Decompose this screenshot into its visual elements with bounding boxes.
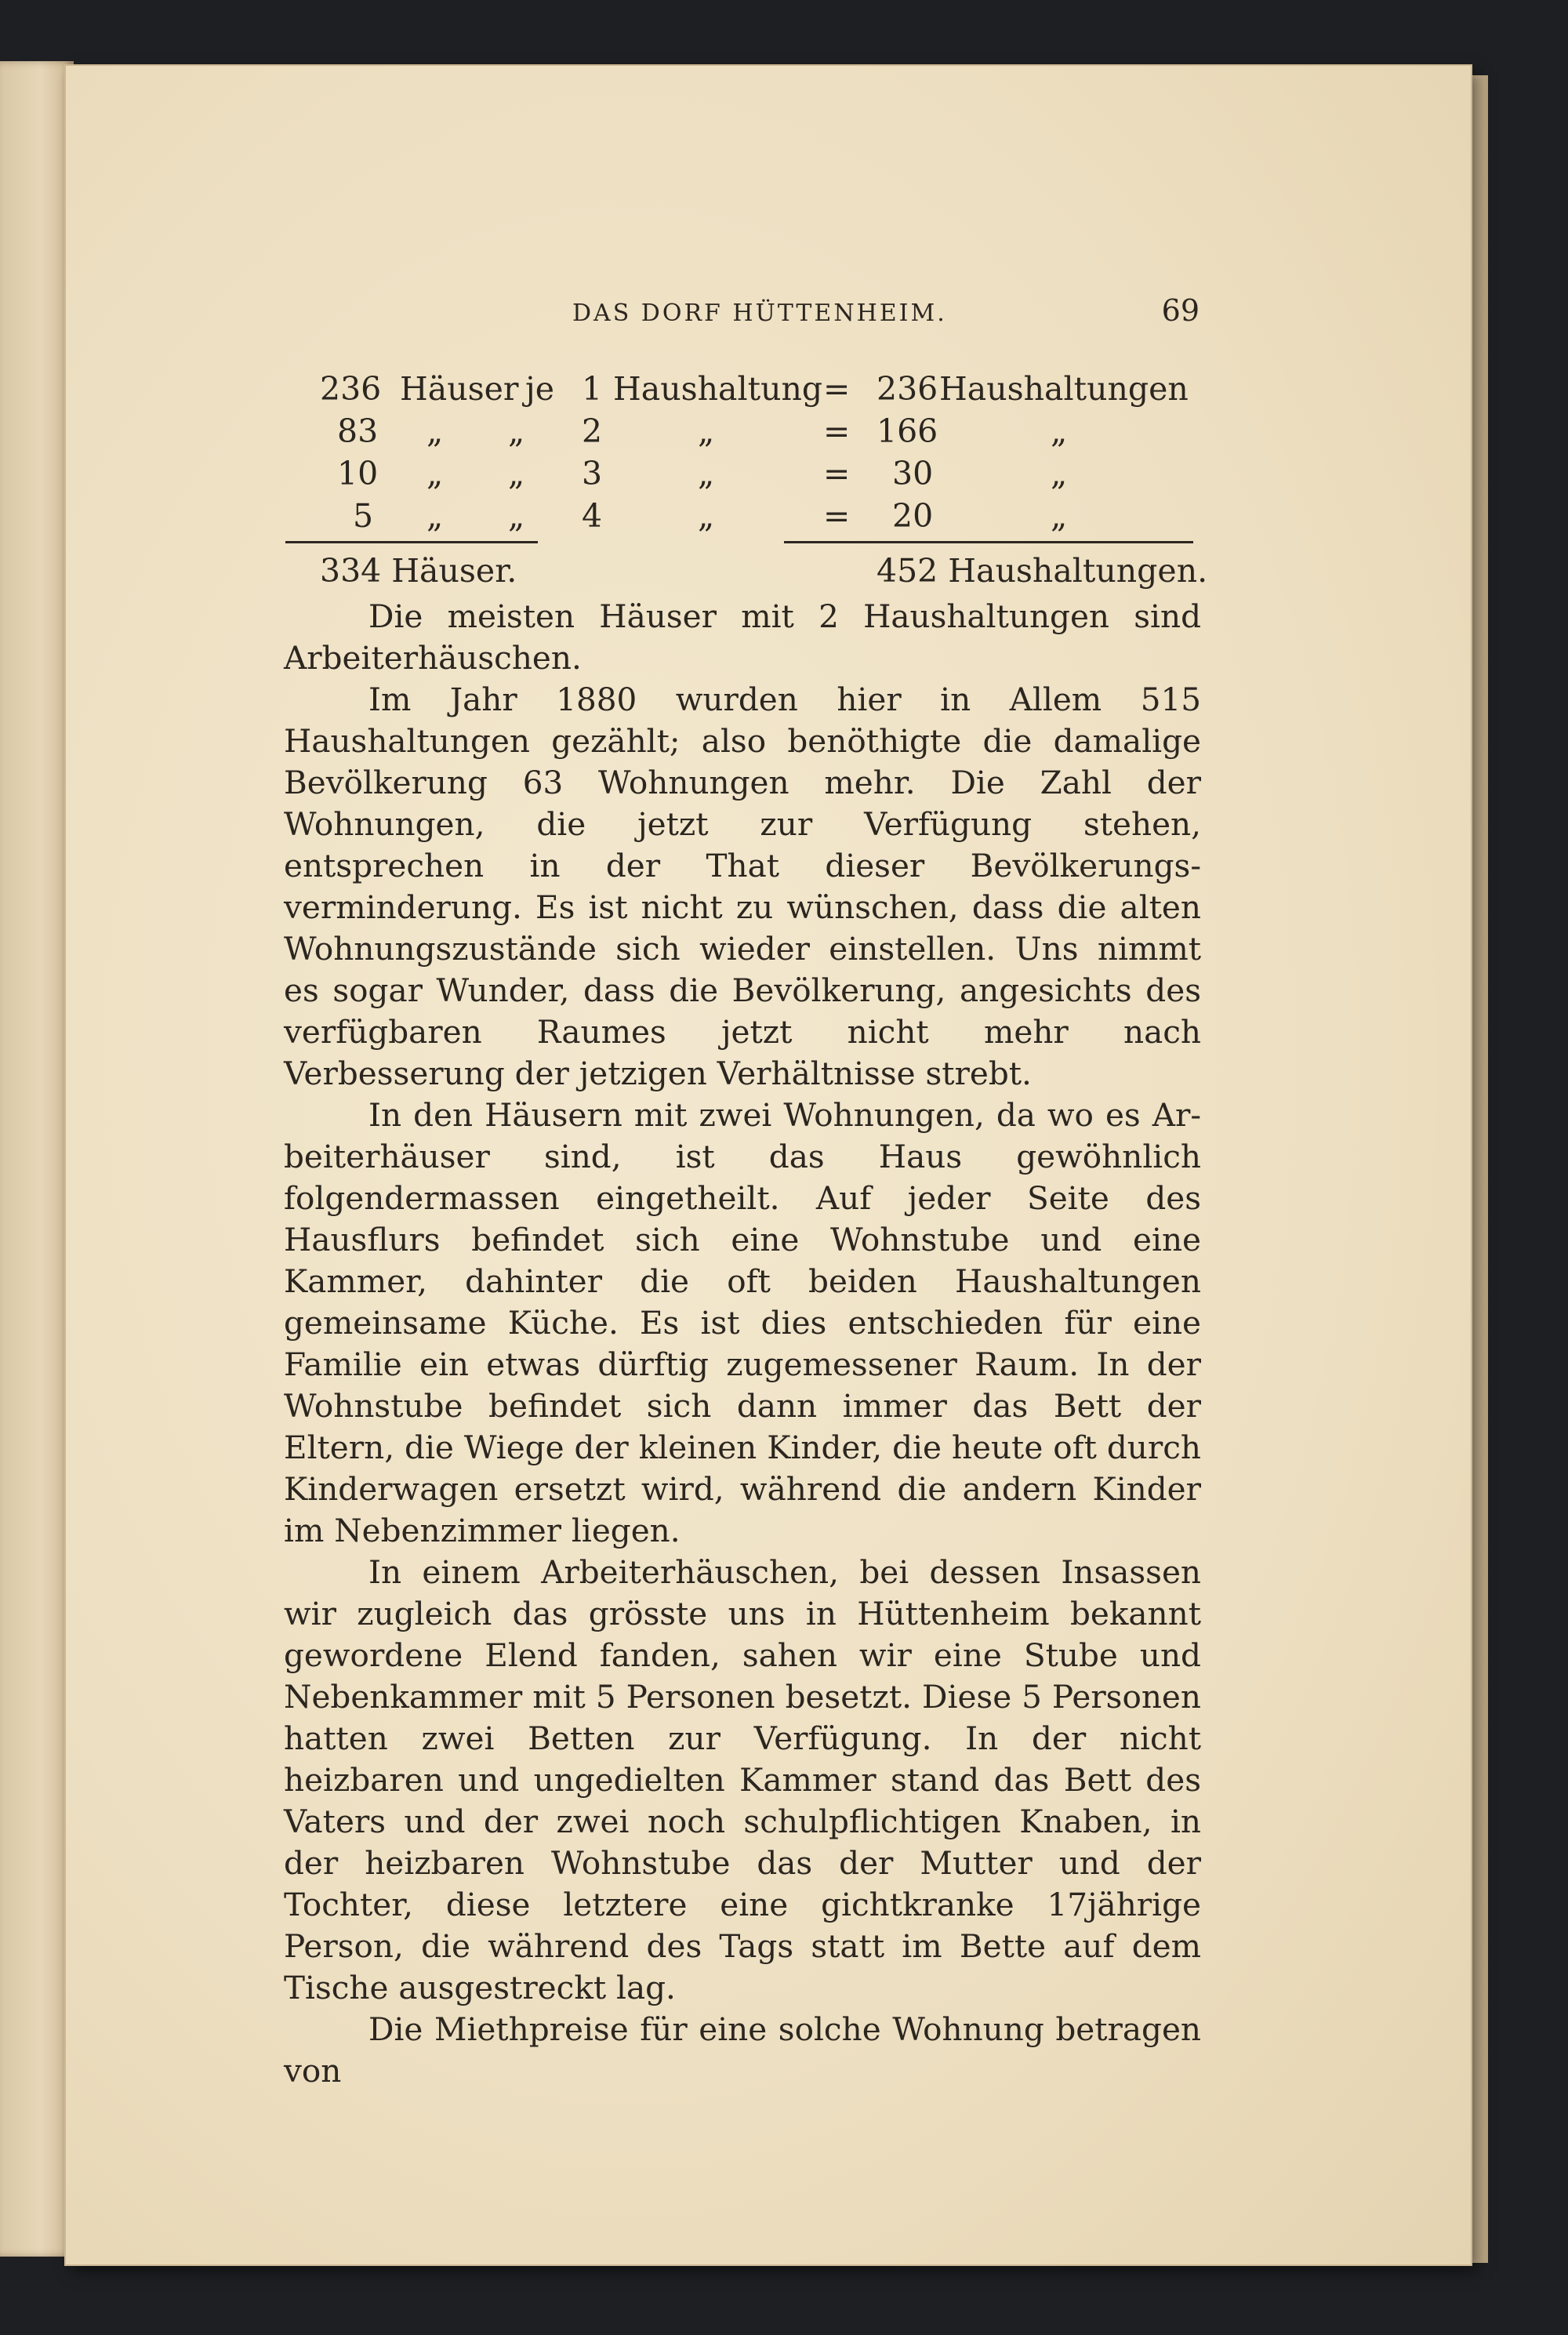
table-row-eq: = — [823, 370, 851, 408]
table-row-houses: 5 — [353, 497, 374, 535]
sum-households: 452 Haushaltungen. — [877, 552, 1208, 590]
sum-rule-right — [784, 541, 1193, 543]
table-row-per: 3 — [582, 455, 603, 492]
running-title: DAS DORF HÜTTENHEIM. — [572, 300, 947, 327]
table-row-eq: = — [823, 455, 851, 492]
paragraph: Die Miethpreise für eine solche Wohnung betragen von — [284, 2010, 1201, 2090]
table-row-per: 4 — [582, 497, 603, 535]
table-row-per: 1 — [582, 370, 603, 408]
table-row-total: 166 — [877, 412, 938, 450]
table-row-je: je — [525, 370, 554, 408]
table-row-total: 20 — [892, 497, 934, 535]
table-row-houses-label: Häuser — [400, 370, 519, 408]
sum-rule-left — [285, 541, 538, 543]
table-row-je: „ — [508, 412, 525, 450]
paragraph: Die meisten Häuser mit 2 Haushaltungen sind Arbeiterhäuschen. — [284, 597, 1201, 677]
page-stack-edge — [1471, 75, 1488, 2263]
table-row-houses: 83 — [337, 412, 379, 450]
table-row-total-label: „ — [1051, 497, 1068, 535]
table-row-total-label: „ — [1051, 412, 1068, 450]
facing-page-edge — [0, 61, 74, 2257]
table-row-houses-label: „ — [426, 455, 444, 492]
table-row-je: „ — [508, 497, 525, 535]
table-row-eq: = — [823, 497, 851, 535]
table-row-houses: 236 — [320, 370, 382, 408]
body-text — [284, 596, 1201, 2092]
table-row-eq: = — [823, 412, 851, 450]
table-row-per-label: „ — [698, 455, 715, 492]
table-row-per-label: „ — [698, 497, 715, 535]
table-row-houses: 10 — [337, 455, 379, 492]
table-row-total-label: Haushaltungen — [939, 370, 1189, 408]
household-table — [282, 365, 1208, 593]
table-row-houses-label: „ — [426, 412, 444, 450]
sum-houses: 334 Häuser. — [320, 552, 517, 590]
table-row-houses-label: „ — [426, 497, 444, 535]
table-row-total: 30 — [892, 455, 934, 492]
page-number: 69 — [1161, 293, 1200, 328]
paragraph: In einem Arbeiterhäuschen, bei dessen Insassen wir zugleich das grösste uns in Hüttenheim bekannt gewordene Elend fanden, sahen wir eine Stube und Nebenkammer mit 5 Personen besetzt. Diese 5 Personen hatten zwei Betten zur Verfügung. In der nicht heizbaren und ungedielten Kammer stand das Bett des Vaters und der zwei noch schulpflichtigen Knaben, in der heizbaren Wohnstube das der Mutter und der Tochter, diese letztere eine gichtkranke 17jährige Person, die während des Tags statt im Bette auf dem Tische ausgestreckt lag. — [284, 1553, 1201, 2006]
paragraph: Im Jahr 1880 wurden hier in Allem 515 Haushaltungen gezählt; also benöthigte die damalige Bevölkerung 63 Wohnungen mehr. Die Zahl der Wohnungen, die jetzt zur Verfügung stehen, entsprechen in der That dieser Bevölkerungsverminderung. Es ist nicht zu wünschen, dass die alten Wohnungszustände sich wieder einstellen. Uns nimmt es sogar Wunder, dass die Bevölkerung, angesichts des verfügbaren Raumes jetzt nicht mehr nach Verbesserung der jetzigen Verhältnisse strebt. — [284, 681, 1201, 1092]
table-row-per: 2 — [582, 412, 603, 450]
table-row-total: 236 — [877, 370, 938, 408]
table-row-per-label: Haushaltung — [613, 370, 823, 408]
page-header — [282, 293, 1200, 332]
paragraph: In den Häusern mit zwei Wohnungen, da wo es Arbeiterhäuser sind, ist das Haus gewöhnlich folgendermassen eingetheilt. Auf jeder Seite des Hausflurs befindet sich eine Wohnstube und eine Kammer, dahinter die oft beiden Haushaltungen gemeinsame Küche. Es ist dies entschieden für eine Familie ein etwas dürftig zugemessener Raum. In der Wohnstube befindet sich dann immer das Bett der Eltern, die Wiege der kleinen Kinder, die heute oft durch Kinderwagen ersetzt wird, während die andern Kinder im Nebenzimmer liegen. — [284, 1096, 1201, 1549]
table-row-total-label: „ — [1051, 455, 1068, 492]
table-row-je: „ — [508, 455, 525, 492]
table-row-per-label: „ — [698, 412, 715, 450]
